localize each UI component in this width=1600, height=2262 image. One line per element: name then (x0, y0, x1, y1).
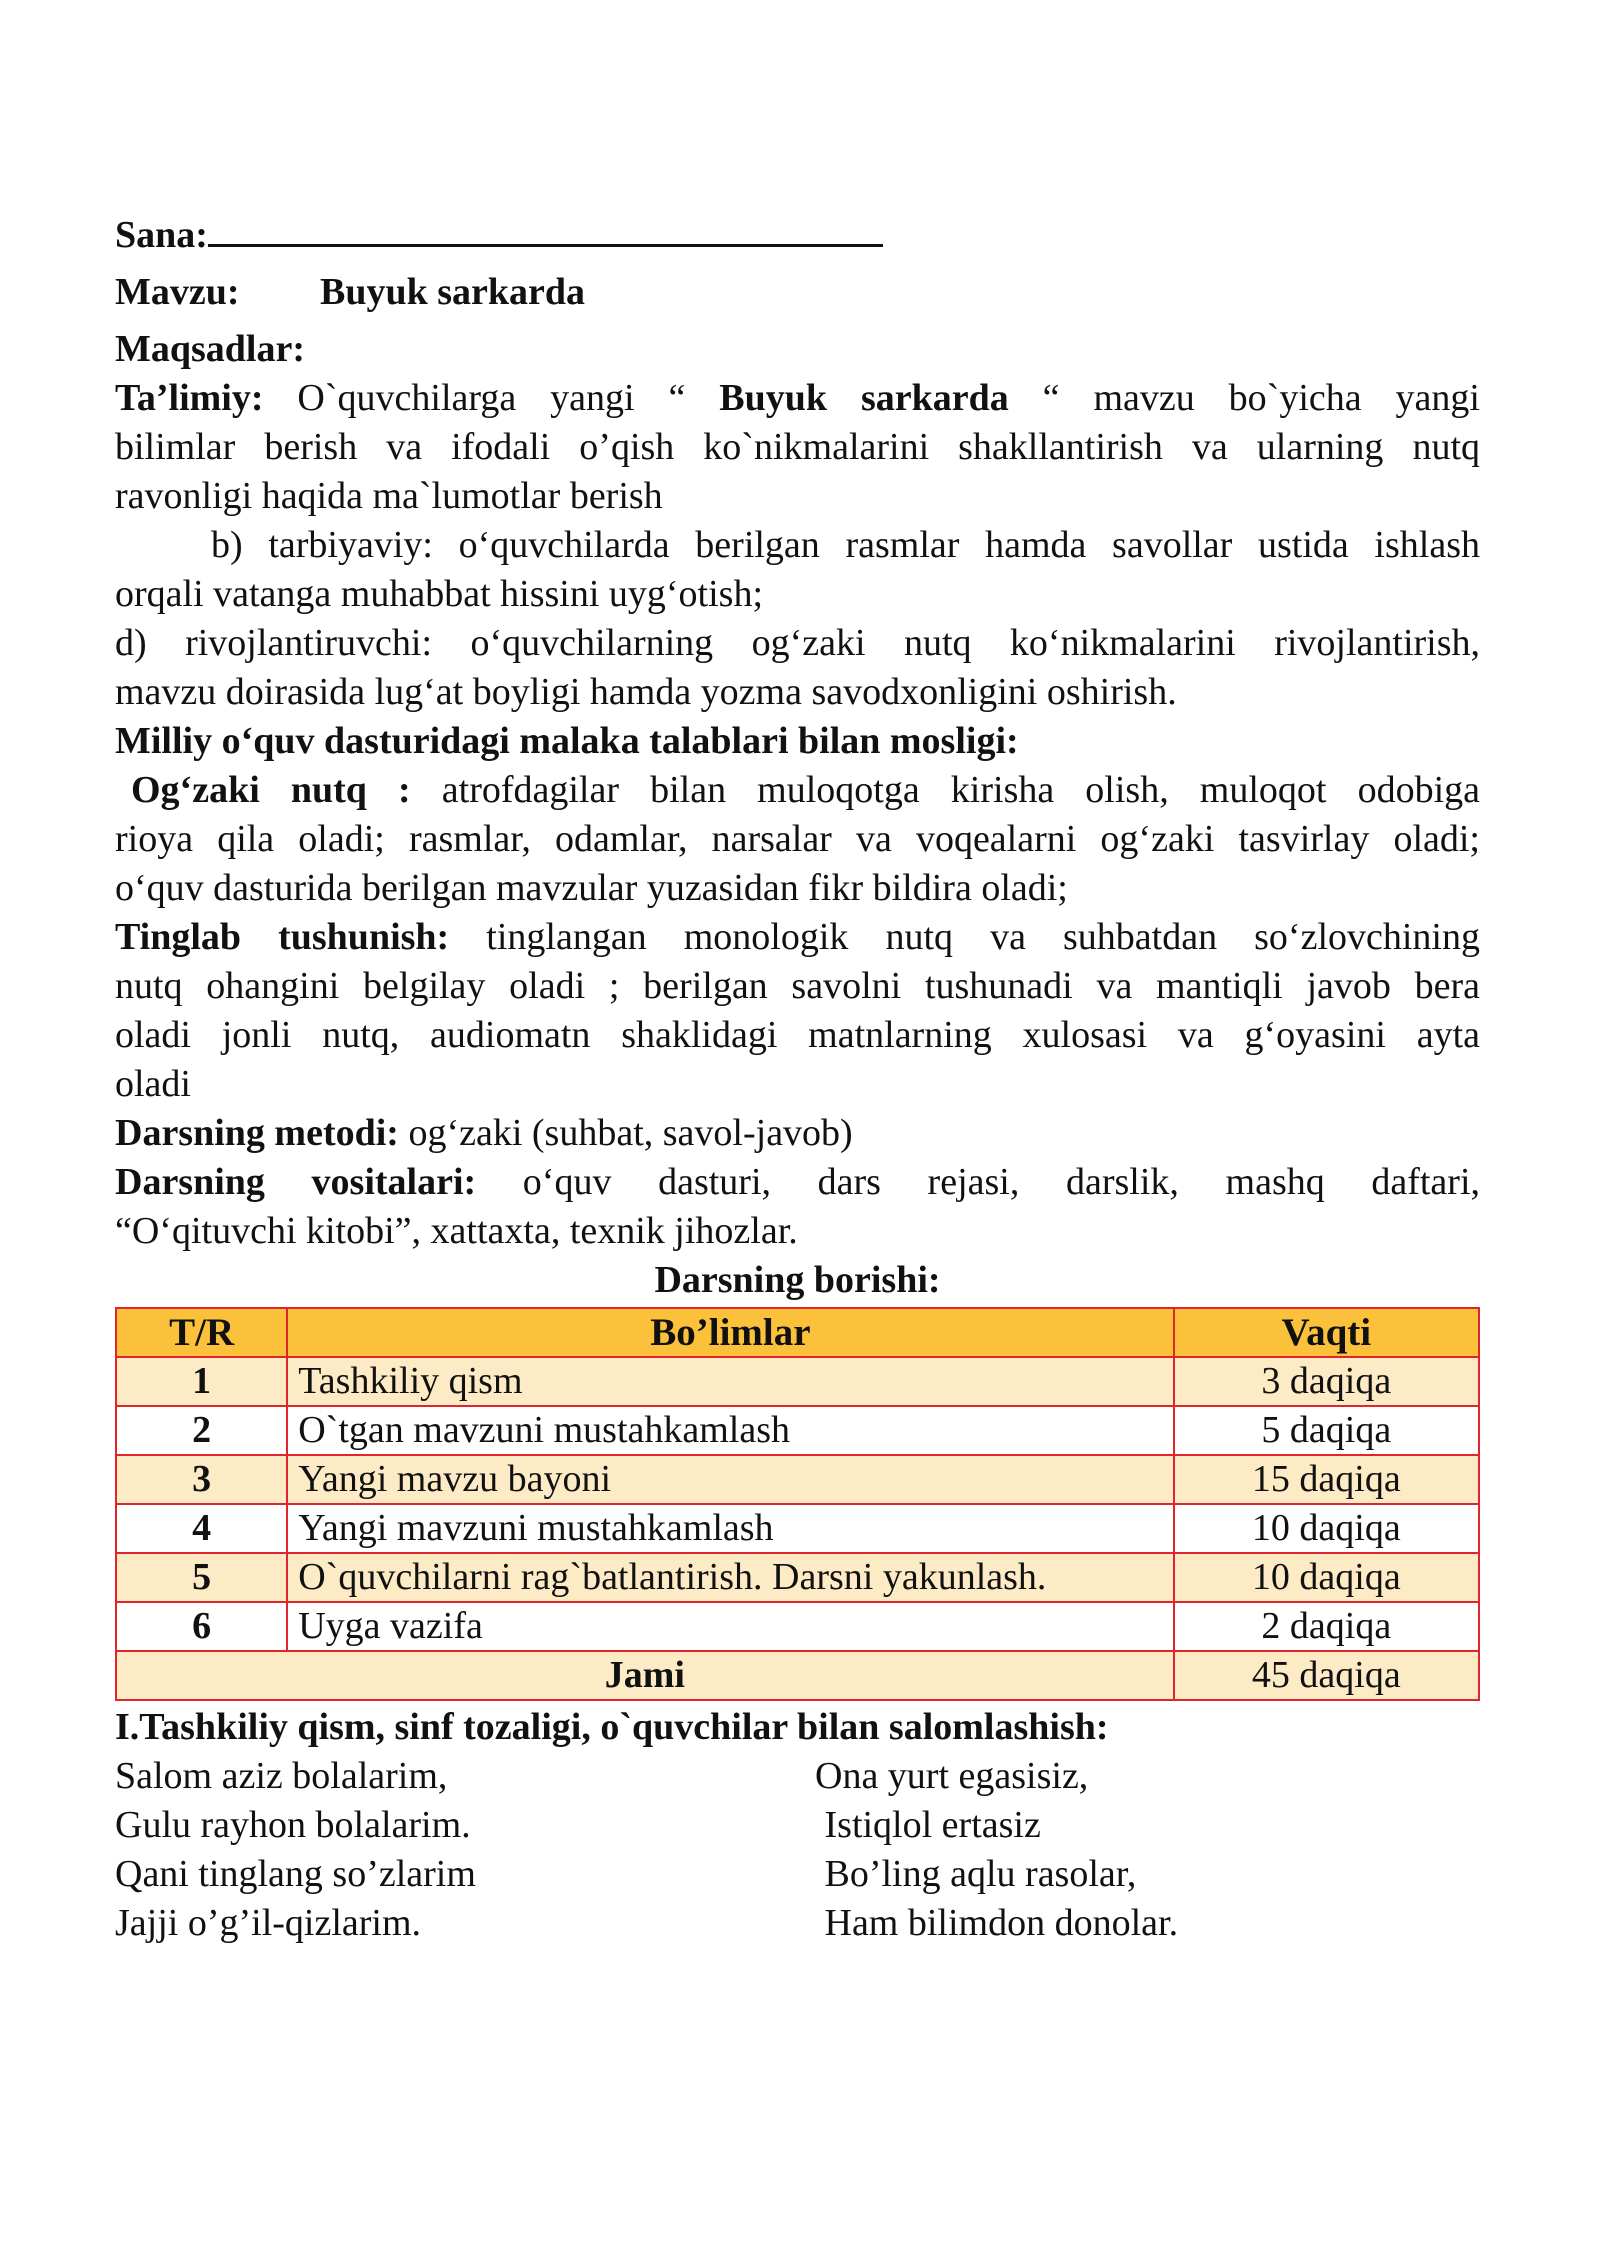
oral-speech-line-2: rioya qila oladi; rasmlar, odamlar, narsalar va voqealarni og‘zaki tasvirlay oladi; (115, 818, 1480, 860)
row-number: 1 (116, 1357, 287, 1406)
oral-speech-label: Og‘zaki nutq : (131, 769, 411, 811)
educational-goal-line-2: bilimlar berish va ifodali o’qish ko`nikmalarini shakllantirish va ularning nutq (115, 426, 1480, 468)
listening-line-3: oladi jonli nutq, audiomatn shaklidagi matnlarning xulosasi va g‘oyasini ayta (115, 1014, 1480, 1056)
oral-speech-line-1 (115, 766, 1480, 815)
table-row (116, 1553, 1479, 1602)
row-section: Yangi mavzu bayoni (287, 1455, 1173, 1504)
poem-right-line: Istiqlol ertasiz (815, 1804, 1041, 1846)
table-header-row (116, 1308, 1479, 1357)
row-number: 2 (116, 1406, 287, 1455)
listening-line-4: oladi (115, 1063, 191, 1105)
standards-heading-text: Milliy o‘quv dasturidagi malaka talablari bilan mosligi: (115, 720, 1019, 762)
row-section: Yangi mavzuni mustahkamlash (287, 1504, 1173, 1553)
tools-label: Darsning vositalari: (115, 1161, 477, 1203)
section-1-heading-text: I.Tashkiliy qism, sinf tozaligi, o`quvchilar bilan salomlashish: (115, 1706, 1109, 1748)
listening-line-1 (115, 913, 1480, 962)
goals-label: Maqsadlar: (115, 328, 305, 370)
listening-label: Tinglab tushunish: (115, 916, 450, 958)
table-row (116, 1504, 1479, 1553)
educational-goal-line-1 (115, 374, 1480, 423)
educational-text-pre: O`quvchilarga yangi “ (263, 377, 720, 419)
table-row (116, 1602, 1479, 1651)
header-number: T/R (116, 1308, 287, 1357)
upbringing-goal-line-1: b) tarbiyaviy: o‘quvchilarda berilgan rasmlar hamda savollar ustida ishlash (211, 524, 1480, 566)
method-line (115, 1109, 1480, 1158)
lesson-flow-table (115, 1307, 1480, 1701)
row-time: 5 daqiqa (1174, 1406, 1479, 1455)
table-total-row (116, 1651, 1479, 1700)
row-number: 3 (116, 1455, 287, 1504)
date-line (115, 208, 1480, 260)
method-value: og‘zaki (suhbat, savol-javob) (398, 1112, 853, 1154)
row-time: 3 daqiqa (1174, 1357, 1479, 1406)
oral-speech-text: atrofdagilar bilan muloqotga kirisha olish, muloqot odobiga (410, 769, 1480, 811)
topic-line (115, 268, 1480, 317)
row-section: O`quvchilarni rag`batlantirish. Darsni yakunlash. (287, 1553, 1173, 1602)
table-row (116, 1357, 1479, 1406)
poem-left-line: Salom aziz bolalarim, (115, 1755, 448, 1797)
row-number: 5 (116, 1553, 287, 1602)
total-label: Jami (116, 1651, 1174, 1700)
header-sections: Bo’limlar (287, 1308, 1173, 1357)
educational-label: Ta’limiy: (115, 377, 264, 419)
developmental-goal-line-1: d) rivojlantiruvchi: o‘quvchilarning og‘zaki nutq ko‘nikmalarini rivojlantirish, (115, 622, 1480, 664)
listening-line-2: nutq ohangini belgilay oladi ; berilgan savolni tushunadi va mantiqli javob bera (115, 965, 1480, 1007)
row-section: O`tgan mavzuni mustahkamlash (287, 1406, 1173, 1455)
date-blank (208, 208, 883, 247)
table-caption (115, 1256, 1480, 1305)
poem-left-line: Gulu rayhon bolalarim. (115, 1804, 471, 1846)
section-1-heading (115, 1703, 1480, 1752)
educational-text-post: “ mavzu bo`yicha yangi (1008, 377, 1480, 419)
poem-left-line: Qani tinglang so’zlarim (115, 1853, 476, 1895)
table-row (116, 1406, 1479, 1455)
goals-heading (115, 325, 1480, 374)
table-caption-text: Darsning borishi: (654, 1259, 941, 1301)
poem-right-line: Ham bilimdon donolar. (815, 1902, 1179, 1944)
row-time: 10 daqiqa (1174, 1504, 1479, 1553)
standards-heading (115, 717, 1480, 766)
lesson-plan (115, 208, 1480, 1948)
row-number: 4 (116, 1504, 287, 1553)
row-section: Uyga vazifa (287, 1602, 1173, 1651)
topic-label: Mavzu: (115, 271, 240, 313)
tools-text: o‘quv dasturi, dars rejasi, darslik, mashq daftari, (476, 1161, 1481, 1203)
row-time: 10 daqiqa (1174, 1553, 1479, 1602)
educational-goal-line-3: ravonligi haqida ma`lumotlar berish (115, 475, 663, 517)
row-time: 2 daqiqa (1174, 1602, 1479, 1651)
oral-speech-line-3: o‘quv dasturida berilgan mavzular yuzasidan fikr bildira oladi; (115, 867, 1068, 909)
educational-topic: Buyuk sarkarda (719, 377, 1009, 419)
total-time: 45 daqiqa (1174, 1651, 1479, 1700)
poem-right-line: Bo’ling aqlu rasolar, (815, 1853, 1137, 1895)
row-time: 15 daqiqa (1174, 1455, 1479, 1504)
topic-value: Buyuk sarkarda (320, 271, 586, 313)
upbringing-goal-line-2: orqali vatanga muhabbat hissini uyg‘otish; (115, 573, 764, 615)
table-row (116, 1455, 1479, 1504)
tools-line-2: “O‘qituvchi kitobi”, xattaxta, texnik jihozlar. (115, 1210, 798, 1252)
row-number: 6 (116, 1602, 287, 1651)
row-section: Tashkiliy qism (287, 1357, 1173, 1406)
header-time: Vaqti (1174, 1308, 1479, 1357)
greeting-poem (115, 1752, 1480, 1948)
developmental-goal-line-2: mavzu doirasida lug‘at boyligi hamda yozma savodxonligini oshirish. (115, 671, 1177, 713)
poem-right-line: Ona yurt egasisiz, (815, 1755, 1089, 1797)
listening-text: tinglangan monologik nutq va suhbatdan so‘zlovchining (449, 916, 1480, 958)
method-label: Darsning metodi: (115, 1112, 399, 1154)
date-label: Sana: (115, 214, 208, 256)
tools-line-1 (115, 1158, 1480, 1207)
poem-left-line: Jajji o’g’il-qizlarim. (115, 1902, 422, 1944)
